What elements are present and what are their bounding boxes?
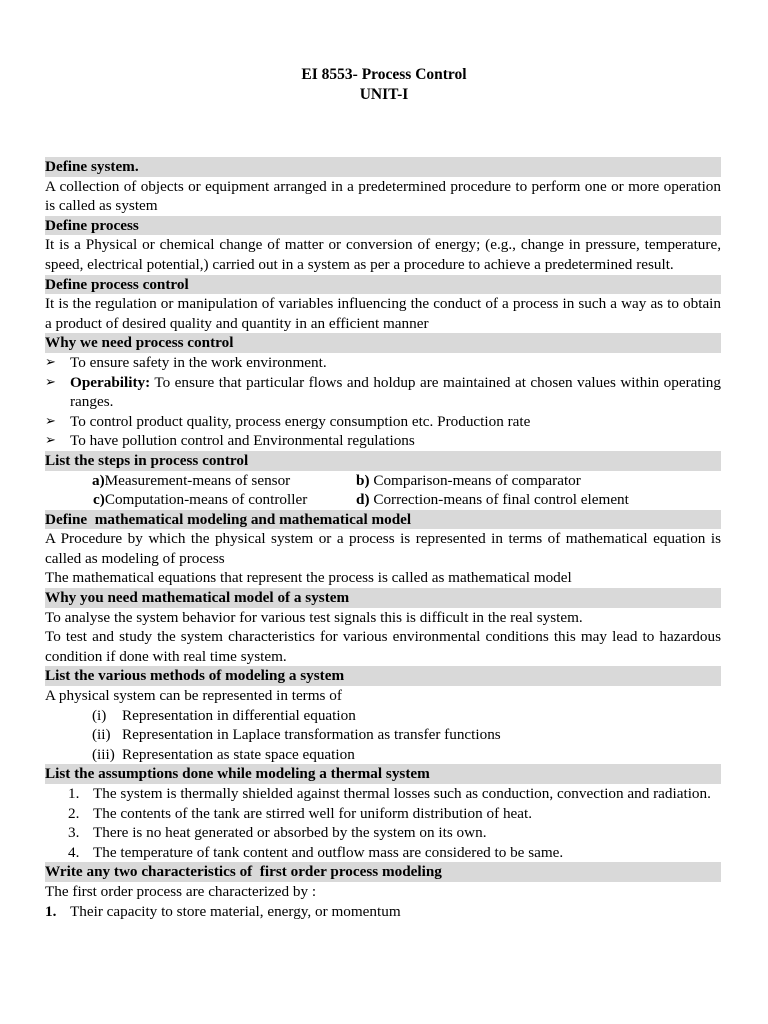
step-b: b) Comparison-means of comparator xyxy=(356,471,581,489)
bullet-item xyxy=(45,373,721,412)
arrow-bullet-icon: ➢ xyxy=(45,374,56,390)
step-d: d) Correction-means of final control element xyxy=(356,491,629,509)
bullet-item xyxy=(45,412,721,432)
list-item xyxy=(45,745,721,765)
first-order-intro: The first order process are characterized by : xyxy=(45,882,317,900)
arrow-bullet-icon: ➢ xyxy=(45,413,56,429)
section-heading-define-process-control: Define process control xyxy=(45,275,721,295)
section-heading-steps: List the steps in process control xyxy=(45,451,721,471)
section-body-why-model-1: To analyse the system behavior for various test signals this is difficult in the real system. xyxy=(45,608,583,626)
bullet-item xyxy=(45,431,721,451)
list-text: There is no heat generated or absorbed by the system on its own. xyxy=(93,824,487,842)
arrow-bullet-icon: ➢ xyxy=(45,354,56,370)
bullet-item xyxy=(45,353,721,373)
unit-heading: UNIT-I xyxy=(359,86,409,103)
list-marker: 1. xyxy=(45,902,57,920)
section-body-model: The mathematical equations that represent the process is called as mathematical model xyxy=(45,569,572,587)
list-item xyxy=(45,843,721,863)
section-heading-first-order: Write any two characteristics of first order process modeling xyxy=(45,862,721,882)
list-text: The system is thermally shielded against thermal losses such as conduction, convection and radiation. xyxy=(93,785,711,802)
list-marker: 2. xyxy=(68,804,80,822)
methods-intro: A physical system can be represented in terms of xyxy=(45,687,342,705)
steps-row xyxy=(45,490,721,510)
bullet-text: To have pollution control and Environmental regulations xyxy=(70,432,415,450)
list-text: Representation in differential equation xyxy=(122,706,356,724)
section-body-why-model-2: To test and study the system characteristics for various environmental conditions this may lead to hazardous condition if done with real time system. xyxy=(45,628,721,665)
list-item xyxy=(45,725,721,745)
list-marker: (i) xyxy=(92,706,107,724)
operability-label: Operability: xyxy=(70,373,151,391)
operability-text: To ensure that particular flows and holdup are maintained at chosen values within operating ranges. xyxy=(70,373,721,411)
section-body-modeling: A Procedure by which the physical system or a process is represented in terms of mathematical equation is called as modeling of process xyxy=(45,530,721,567)
arrow-bullet-icon: ➢ xyxy=(45,433,56,449)
list-item xyxy=(45,706,721,726)
step-a: a)Measurement-means of sensor xyxy=(92,471,291,489)
list-text: Representation in Laplace transformation as transfer functions xyxy=(122,726,501,744)
list-text: Representation as state space equation xyxy=(122,745,355,763)
list-marker: 4. xyxy=(68,843,80,861)
bullet-text: To ensure safety in the work environment. xyxy=(70,353,327,371)
list-marker: (iii) xyxy=(92,745,115,763)
section-heading-why-model: Why you need mathematical model of a system xyxy=(45,588,721,608)
list-item xyxy=(45,784,721,804)
list-text: The contents of the tank are stirred well for uniform distribution of heat. xyxy=(93,804,533,822)
list-marker: 1. xyxy=(68,785,80,802)
list-item xyxy=(45,804,721,824)
section-body-define-process: It is a Physical or chemical change of matter or conversion of energy; (e.g., change in pressure, temperature, speed, electrical potential,) carried out in a system as per a procedure to achieve a predetermined result. xyxy=(45,236,721,273)
section-heading-why-process-control: Why we need process control xyxy=(45,333,721,353)
bullet-text xyxy=(70,373,721,412)
document-body xyxy=(45,157,721,921)
section-heading-define-system: Define system. xyxy=(45,157,721,177)
section-heading-assumptions: List the assumptions done while modeling a thermal system xyxy=(45,764,721,784)
list-item xyxy=(45,823,721,843)
document-title: EI 8553- Process Control xyxy=(301,66,467,83)
section-heading-modeling: Define mathematical modeling and mathematical model xyxy=(45,510,721,530)
list-marker: (ii) xyxy=(92,726,111,744)
section-body-define-process-control: It is the regulation or manipulation of variables influencing the conduct of a process in such a way as to obtain a product of desired quality and quantity in an efficient manner xyxy=(45,295,721,332)
list-text: Their capacity to store material, energy, or momentum xyxy=(70,902,401,920)
section-body-define-system: A collection of objects or equipment arranged in a predetermined procedure to perform one or more operation is called as system xyxy=(45,177,721,215)
steps-row xyxy=(45,471,721,491)
list-text: The temperature of tank content and outflow mass are considered to be same. xyxy=(93,843,564,861)
step-c: c)Computation-means of controller xyxy=(93,491,308,509)
list-item xyxy=(45,902,721,922)
list-marker: 3. xyxy=(68,824,80,842)
section-heading-define-process: Define process xyxy=(45,216,721,236)
section-heading-methods: List the various methods of modeling a system xyxy=(45,666,721,686)
bullet-text: To control product quality, process energy consumption etc. Production rate xyxy=(70,412,531,430)
